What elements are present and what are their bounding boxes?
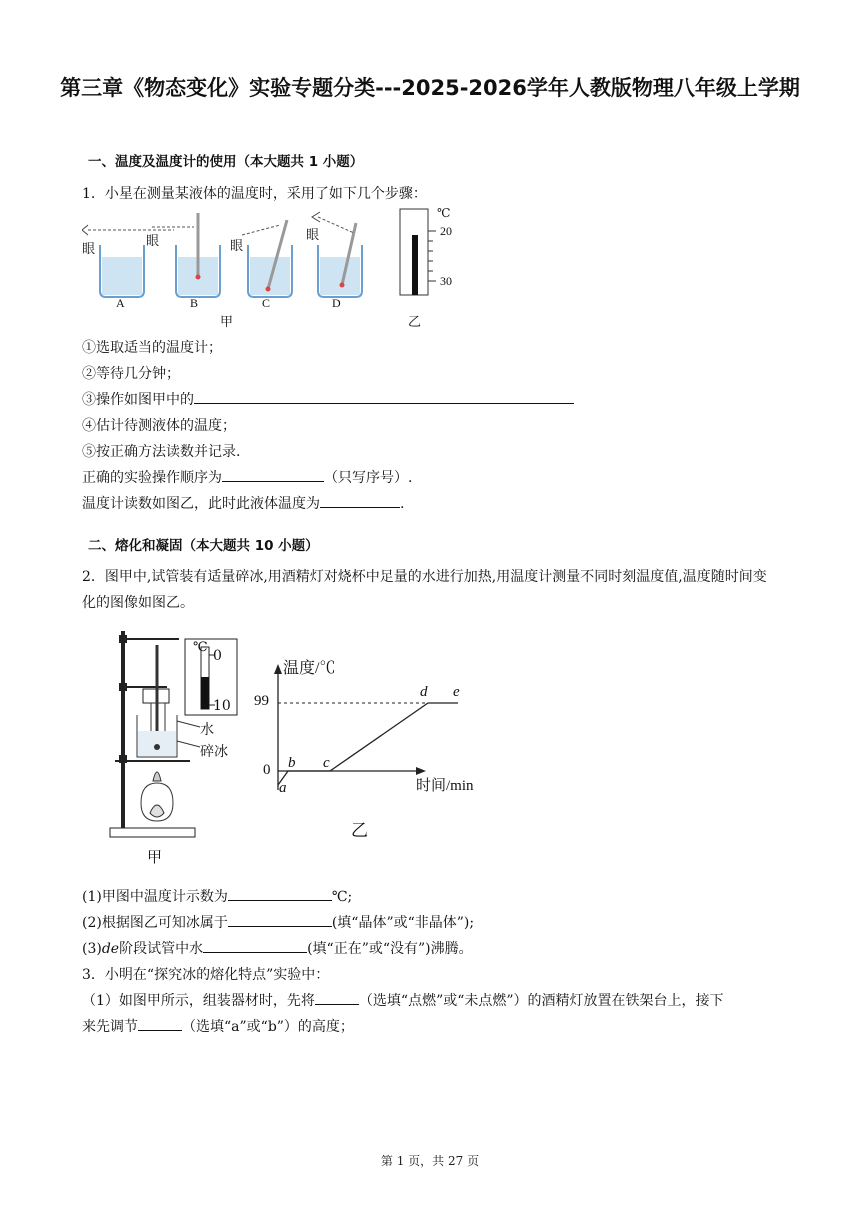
q2-stem: 2．图甲中,试管装有适量碎冰,用酒精灯对烧杯中足量的水进行加热,用温度计测量不同时刻温度值,温度随时间变化的图像如图乙。 bbox=[82, 569, 767, 611]
apparatus-unit: ℃ bbox=[193, 640, 208, 655]
graph-y-0: 0 bbox=[263, 762, 271, 778]
answer-blank-q2-1[interactable] bbox=[228, 886, 332, 901]
graph-point-c: c bbox=[323, 755, 330, 771]
apparatus-scale-0: 0 bbox=[213, 648, 222, 664]
thermo-unit: ℃ bbox=[437, 206, 451, 220]
q2-sub-3: (3)de阶段试管中水 (填“正在”或“没有”)沸腾。 bbox=[82, 938, 473, 958]
answer-blank-step3[interactable] bbox=[194, 389, 574, 404]
thermo-tick-30: 30 bbox=[440, 274, 452, 288]
label-crushed-ice: 碎冰 bbox=[200, 744, 228, 760]
label-d: D bbox=[332, 296, 341, 310]
beaker-b bbox=[152, 213, 220, 297]
thermo-tick-20: 20 bbox=[440, 224, 452, 238]
caption-yi: 乙 bbox=[408, 314, 422, 329]
answer-blank-q3-2[interactable] bbox=[138, 1016, 182, 1031]
graph-point-e: e bbox=[453, 684, 460, 700]
answer-blank-reading[interactable] bbox=[320, 493, 400, 508]
caption-jia: 甲 bbox=[220, 314, 234, 329]
label-c: C bbox=[262, 296, 271, 310]
q1-step-3: ③操作如图甲中的 bbox=[82, 389, 574, 409]
apparatus-scale-10: 10 bbox=[213, 698, 231, 714]
graph-y-99: 99 bbox=[254, 693, 269, 709]
eye-label-a: 眼 bbox=[82, 241, 96, 256]
thermometer-yi bbox=[400, 209, 436, 295]
answer-blank-q2-2[interactable] bbox=[228, 912, 332, 927]
beaker-a bbox=[82, 225, 174, 297]
answer-blank-q2-3[interactable] bbox=[203, 938, 307, 953]
q1-reading: 温度计读数如图乙，此时此液体温度为 . bbox=[82, 493, 404, 513]
answer-blank-order[interactable] bbox=[222, 467, 324, 482]
q1-step-4: ④估计待测液体的温度； bbox=[82, 418, 236, 434]
q1-step-1: ①选取适当的温度计； bbox=[82, 340, 222, 356]
q3-part1-line2: 来先调节 （选填“a”或“b”）的高度； bbox=[82, 1016, 354, 1036]
q1-stem: 1．小星在测量某液体的温度时，采用了如下几个步骤： bbox=[82, 186, 427, 202]
q2-graph-figure bbox=[250, 650, 500, 840]
graph-point-d: d bbox=[420, 684, 428, 700]
label-water: 水 bbox=[200, 722, 214, 738]
graph-point-b: b bbox=[288, 755, 296, 771]
beaker-c bbox=[242, 220, 292, 297]
q2-sub-2: (2)根据图乙可知冰属于 (填“晶体”或“非晶体”); bbox=[82, 912, 474, 932]
q1-figure bbox=[82, 205, 482, 330]
caption-apparatus-jia: 甲 bbox=[147, 848, 163, 866]
label-a: A bbox=[116, 296, 125, 310]
q3-part1-line1: （1）如图甲所示，组装器材时，先将 （选填“点燃”或“未点燃”）的酒精灯放置在铁架台上，接下 bbox=[82, 990, 724, 1010]
q2-sub-1: (1)甲图中温度计示数为 ℃; bbox=[82, 886, 352, 906]
page-footer: 第 1 页，共 27 页 bbox=[380, 1154, 480, 1168]
q3-stem: 3．小明在“探究冰的熔化特点”实验中： bbox=[82, 967, 330, 983]
beaker-d bbox=[312, 212, 362, 297]
eye-label-c: 眼 bbox=[230, 238, 244, 253]
eye-label-d: 眼 bbox=[306, 227, 320, 242]
eye-label-b: 眼 bbox=[146, 233, 160, 248]
answer-blank-q3-1[interactable] bbox=[315, 990, 359, 1005]
graph-ylabel: 温度/℃ bbox=[283, 660, 336, 677]
section-heading-2: 二、熔化和凝固（本大题共 10 小题） bbox=[88, 538, 319, 554]
q1-step-5: ⑤按正确方法读数并记录. bbox=[82, 444, 241, 460]
graph-point-a: a bbox=[279, 780, 287, 796]
q1-step-2: ②等待几分钟； bbox=[82, 366, 180, 382]
temperature-curve bbox=[278, 703, 458, 785]
page-title: 第三章《物态变化》实验专题分类---2025-2026学年人教版物理八年级上学期 bbox=[60, 76, 800, 100]
section-heading-1: 一、温度及温度计的使用（本大题共 1 小题） bbox=[88, 154, 364, 170]
caption-graph-yi: 乙 bbox=[351, 821, 368, 841]
q1-order: 正确的实验操作顺序为 （只写序号）. bbox=[82, 467, 412, 487]
label-b: B bbox=[190, 296, 199, 310]
graph-xlabel: 时间/min bbox=[416, 778, 474, 794]
